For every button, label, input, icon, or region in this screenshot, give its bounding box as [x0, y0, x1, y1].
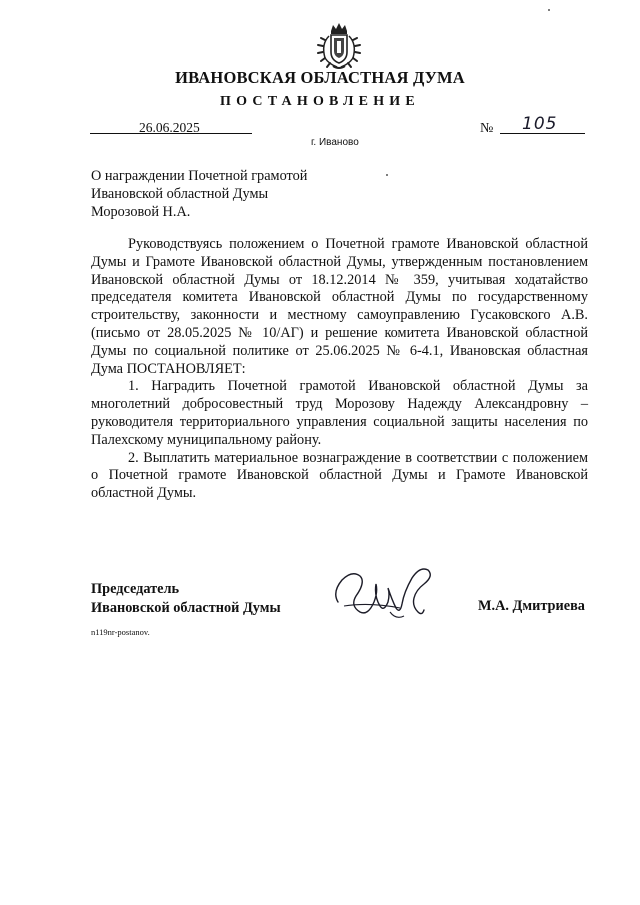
org-name: ИВАНОВСКАЯ ОБЛАСТНАЯ ДУМА	[175, 68, 465, 87]
item-2-paragraph: 2. Выплатить материальное вознаграждение в соответствии с положением о Почетной грамоте Ивановской областной Думы и Грамоте Ивановской областной Думы.	[91, 449, 588, 502]
city: г. Иваново	[311, 137, 359, 148]
scan-speck	[548, 9, 550, 11]
subject-line: Ивановской областной Думы	[91, 186, 269, 202]
scan-speck	[386, 174, 388, 176]
document-number: 105	[522, 114, 558, 134]
preamble-paragraph: Руководствуясь положением о Почетной грамоте Ивановской областной Думы и Грамоте Ивановской областной Думы, утвержденным постановлением Ивановской областной Думы от 18.12.2014 № 359, учитывая ходатайство председателя комитета Ивановской областной Думы по государственному строительству, законности и местному самоуправлению Гусаковского А.В. (письмо от 28.05.2025 № 10/АГ) и решение комитета Ивановской областной Думы по социальной политике от 25.06.2025 № 6-4.1, Ивановская областная Дума ПОСТАНОВЛЯЕТ:	[91, 236, 588, 377]
subject-line: Морозовой Н.А.	[91, 204, 191, 220]
item-1-paragraph: 1. Наградить Почетной грамотой Ивановской областной Думы за многолетний добросовестный труд Морозову Надежду Александровну – руководителя территориального управления социальной защиты населения по Палехскому муниципальному району.	[91, 378, 588, 448]
file-reference: n119nr-postanov.	[91, 627, 150, 637]
coat-of-arms-icon	[313, 22, 365, 72]
document-type: ПОСТАНОВЛЕНИЕ	[220, 94, 420, 109]
signatory-title-line: Председатель	[91, 581, 180, 597]
subject-line: О награждении Почетной грамотой	[91, 168, 308, 184]
number-sign: №	[480, 121, 494, 136]
document-body	[91, 236, 588, 503]
signatory-title-line: Ивановской областной Думы	[91, 599, 281, 616]
document-subject	[91, 167, 307, 221]
signatory-title	[91, 580, 281, 617]
signatory-name: М.А. Дмитриева	[478, 598, 585, 614]
document-date: 26.06.2025	[139, 120, 200, 135]
handwritten-signature	[330, 562, 442, 624]
